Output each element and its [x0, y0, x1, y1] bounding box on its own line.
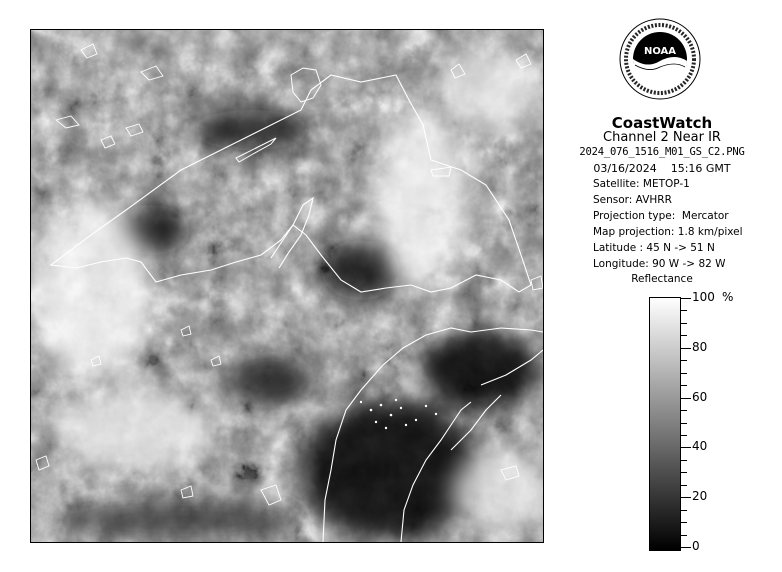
colorbar-label: 60: [692, 389, 708, 404]
colorbar-tick: [681, 310, 687, 311]
logo-text: NOAA: [643, 46, 677, 57]
colorbar-label: 40: [692, 439, 708, 454]
datetime-label: 03/16/2024 15:16 GMT: [593, 162, 731, 175]
colorbar-tick: [681, 423, 687, 424]
filename-label: 2024_076_1516_M01_GS_C2.PNG: [579, 146, 745, 158]
reflectance-colorbar: [649, 297, 681, 551]
colorbar-tick: [681, 335, 687, 336]
colorbar-tick: [681, 547, 691, 548]
legend-title: Reflectance: [631, 273, 693, 285]
satellite-map: [31, 30, 543, 542]
colorbar-tick: [681, 447, 691, 448]
colorbar-tick: [681, 348, 691, 349]
colorbar-tick: [681, 373, 687, 374]
colorbar-label: 20: [692, 489, 708, 504]
noaa-logo: [619, 17, 701, 107]
colorbar-tick: [681, 522, 687, 523]
colorbar-tick: [681, 472, 687, 473]
map-projection-label: Map projection: 1.8 km/pixel: [593, 226, 743, 238]
colorbar-label: 80: [692, 339, 708, 354]
colorbar-tick: [681, 435, 687, 436]
colorbar-tick: [681, 535, 687, 536]
colorbar-tick: [681, 410, 687, 411]
colorbar-tick: [681, 497, 691, 498]
colorbar-label: 100: [692, 290, 715, 304]
legend-unit: %: [722, 290, 734, 304]
latitude-label: Latitude : 45 N -> 51 N: [593, 242, 715, 254]
colorbar-tick: [681, 360, 687, 361]
satellite-label: Satellite: METOP-1: [593, 178, 690, 190]
colorbar-tick: [681, 398, 691, 399]
colorbar-tick: [681, 385, 687, 386]
colorbar-tick: [681, 298, 691, 299]
colorbar-label: 0: [692, 539, 700, 553]
colorbar-tick: [681, 460, 687, 461]
product-title: CoastWatch: [611, 114, 713, 132]
channel-label: Channel 2 Near IR: [603, 130, 721, 145]
sensor-label: Sensor: AVHRR: [593, 194, 672, 206]
longitude-label: Longitude: 90 W -> 82 W: [593, 258, 726, 270]
colorbar-tick: [681, 485, 687, 486]
projection-type-label: Projection type: Mercator: [593, 210, 729, 222]
colorbar-tick: [681, 510, 687, 511]
colorbar-tick: [681, 323, 687, 324]
satellite-image-panel: [30, 29, 544, 543]
